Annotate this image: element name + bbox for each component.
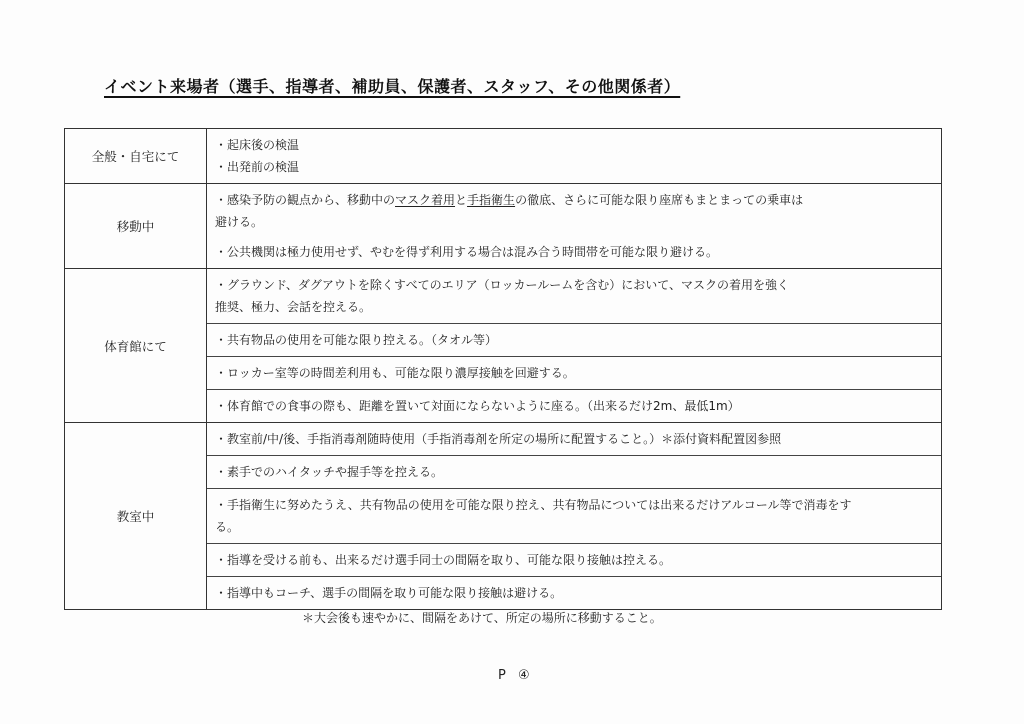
page-number: P ④ bbox=[498, 668, 534, 683]
item-cell bbox=[207, 543, 941, 576]
item-text: 避ける。 bbox=[215, 215, 264, 229]
item-text: ・体育館での食事の際も、距離を置いて対面にならないように座る。（出来るだけ2m、最低1m） bbox=[215, 399, 740, 413]
item-text: ・素手でのハイタッチや握手等を控える。 bbox=[215, 465, 444, 479]
item-cell bbox=[207, 455, 941, 488]
item-text: ・指導中もコーチ、選手の間隔を取り可能な限り接触は避ける。 bbox=[215, 586, 563, 600]
section-row-home bbox=[65, 129, 942, 184]
category-classroom: 教室中 bbox=[65, 423, 207, 610]
category-gym: 体育館にて bbox=[65, 269, 207, 423]
item-cell bbox=[207, 576, 941, 609]
item-text-mid: と bbox=[455, 193, 468, 207]
item-cell bbox=[207, 423, 941, 455]
item-text-suffix: の徹底、さらに可能な限り座席もまとまっての乗車は bbox=[515, 193, 804, 207]
items-home bbox=[207, 129, 942, 184]
item-text: ・ロッカー室等の時間差利用も、可能な限り濃厚接触を回避する。 bbox=[215, 366, 575, 380]
item-text: ・起床後の検温 bbox=[215, 138, 300, 152]
item-text: ・出発前の検温 bbox=[215, 160, 300, 174]
section-row-transit bbox=[65, 184, 942, 269]
item-text: ・公共機関は極力使用せず、やむを得ず利用する場合は混み合う時間帯を可能な限り避ける。 bbox=[215, 245, 719, 259]
item-text: ・教室前/中/後、手指消毒剤随時使用（手指消毒剤を所定の場所に配置すること。）＊添付資料配置図参照 bbox=[215, 432, 782, 446]
item-text bbox=[215, 189, 933, 211]
item-text: ・グラウンド、ダグアウトを除くすべてのエリア（ロッカールームを含む）において、マスクの着用を強く bbox=[215, 278, 789, 292]
item-text: 推奨、極力、会話を控える。 bbox=[215, 300, 372, 314]
item-cell bbox=[207, 323, 941, 356]
item-text: ・手指衛生に努めたうえ、共有物品の使用を可能な限り控え、共有物品については出来るだけアルコール等で消毒をす bbox=[215, 498, 852, 512]
measures-table bbox=[64, 128, 942, 610]
section-row-classroom bbox=[65, 423, 942, 610]
item-cell bbox=[207, 389, 941, 422]
item-text: る。 bbox=[215, 520, 240, 534]
item-cell bbox=[207, 184, 941, 268]
category-home: 全般・自宅にて bbox=[65, 129, 207, 184]
underlined-term-hand-hygiene: 手指衛生 bbox=[467, 193, 516, 207]
item-cell bbox=[207, 269, 941, 323]
category-transit: 移動中 bbox=[65, 184, 207, 269]
footnote: ＊大会後も速やかに、間隔をあけて、所定の場所に移動すること。 bbox=[302, 611, 662, 625]
items-classroom bbox=[207, 423, 942, 610]
item-cell bbox=[207, 488, 941, 543]
item-cell bbox=[207, 129, 941, 183]
section-row-gym bbox=[65, 269, 942, 423]
items-gym bbox=[207, 269, 942, 423]
item-text-prefix: ・感染予防の観点から、移動中の bbox=[215, 193, 396, 207]
page-title: イベント来場者（選手、指導者、補助員、保護者、スタッフ、その他関係者） bbox=[104, 77, 681, 96]
item-cell bbox=[207, 356, 941, 389]
item-text: ・共有物品の使用を可能な限り控える。（タオル等） bbox=[215, 333, 498, 347]
item-text: ・指導を受ける前も、出来るだけ選手同士の間隔を取り、可能な限り接触は控える。 bbox=[215, 553, 672, 567]
items-transit bbox=[207, 184, 942, 269]
underlined-term-mask: マスク着用 bbox=[395, 193, 456, 207]
